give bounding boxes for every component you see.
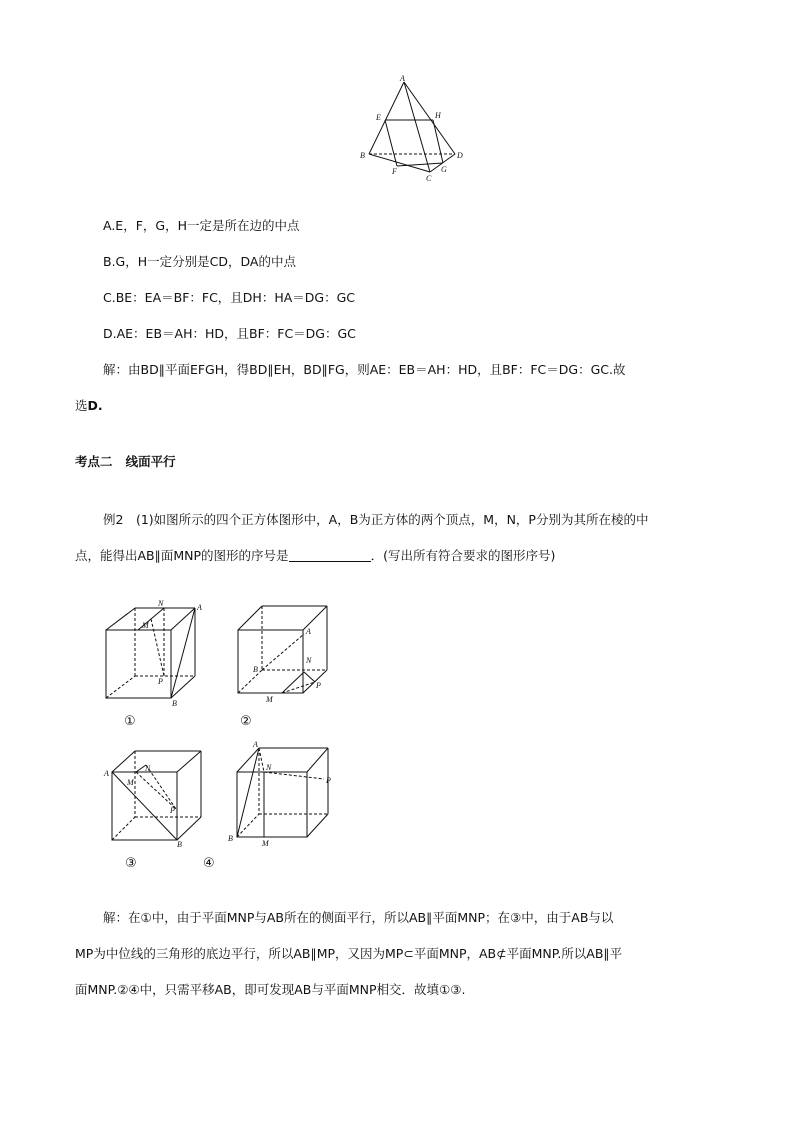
tetrahedron-figure [355, 74, 470, 184]
tetra-label-e: E [376, 113, 381, 122]
cube1-label-b: B [172, 699, 177, 708]
tetra-label-g: G [441, 165, 447, 174]
tetra-label-b: B [360, 151, 365, 160]
cube3-label-n: N [145, 764, 151, 773]
cube2-label-b: B [253, 665, 258, 674]
cube1-label-m: M [142, 621, 149, 630]
cube2-label-m: M [266, 695, 273, 704]
option-c: C.BE：EA＝BF：FC，且DH：HA＝DG：GC [103, 290, 356, 305]
solution1-line2: 选D. [75, 398, 103, 413]
cube1-label-n: N [158, 599, 164, 608]
cube2-label-a: A [306, 627, 311, 636]
cube-figure-4 [228, 741, 343, 851]
cube3-label-a: A [104, 769, 109, 778]
cube3-label-p: P [170, 806, 175, 815]
cube4-label-n: N [266, 763, 272, 772]
section-heading: 考点二 线面平行 [75, 454, 176, 469]
solution2-line2: MP为中位线的三角形的底边平行，所以AB∥MP，又因为MP⊂平面MNP，AB⊄平面MNP.所以AB∥平 [75, 946, 623, 961]
cube4-label-p: P [326, 776, 331, 785]
tetra-label-f: F [392, 167, 397, 176]
option-b: B.G，H一定分别是CD，DA的中点 [103, 254, 296, 269]
cube3-label-b: B [177, 840, 182, 849]
solution2-line1: 解：在①中，由于平面MNP与AB所在的侧面平行，所以AB∥平面MNP；在③中，由于AB与以 [103, 910, 614, 925]
tetra-label-a: A [400, 74, 405, 83]
tetra-label-d: D [457, 151, 463, 160]
cube4-label-m: M [262, 839, 269, 848]
fig-number-1: ① [124, 714, 136, 729]
cube4-label-b: B [228, 834, 233, 843]
cube-figure-3 [100, 741, 210, 851]
tetra-label-c: C [426, 174, 432, 183]
cube-figure-1 [100, 600, 210, 710]
option-d: D.AE：EB＝AH：HD，且BF：FC＝DG：GC [103, 326, 356, 341]
cube2-label-p: P [316, 681, 321, 690]
cube-figure-2 [232, 600, 342, 710]
cube1-label-p: P [158, 677, 163, 686]
cube3-label-m: M [127, 778, 134, 787]
example2-line2: 点，能得出AB∥面MNP的图形的序号是 ．(写出所有符合要求的图形序号) [75, 548, 556, 563]
answer-blank[interactable] [289, 548, 371, 562]
cube2-label-n: N [306, 656, 312, 665]
solution1-line1: 解：由BD∥平面EFGH，得BD∥EH，BD∥FG，则AE：EB＝AH：HD，且BF：FC＝DG：GC.故 [103, 362, 626, 377]
option-a: A.E，F，G，H一定是所在边的中点 [103, 218, 300, 233]
example2-line1: 例2 (1)如图所示的四个正方体图形中，A，B为正方体的两个顶点，M，N，P分别为其所在棱的中 [103, 512, 649, 527]
cube1-label-a: A [197, 603, 202, 612]
fig-number-4: ④ [203, 856, 215, 871]
fig-number-2: ② [240, 714, 252, 729]
answer-d: D. [87, 398, 103, 413]
cube4-label-a: A [253, 740, 258, 749]
solution2-line3: 面MNP.②④中，只需平移AB，即可发现AB与平面MNP相交．故填①③. [75, 982, 466, 997]
tetra-label-h: H [435, 111, 441, 120]
fig-number-3: ③ [125, 856, 137, 871]
